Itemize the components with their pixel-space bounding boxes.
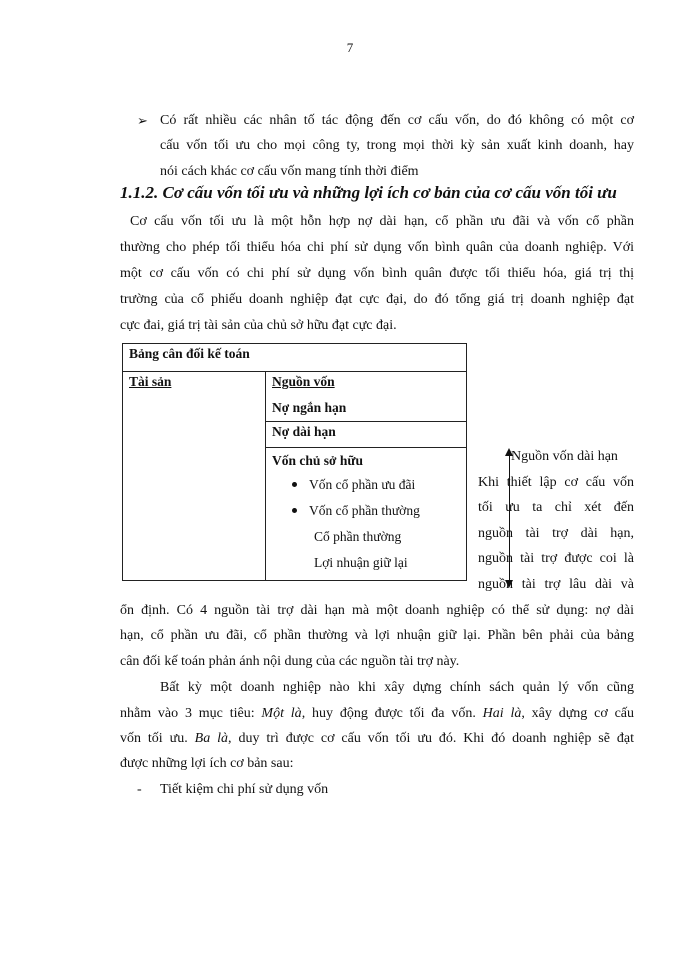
side-note-line-5: nguồn tài trợ lâu dài và bbox=[478, 577, 634, 592]
equity-cell bbox=[266, 448, 467, 581]
equity-bullet-2-label: Vốn cổ phần thường bbox=[309, 503, 420, 518]
assets-cell bbox=[123, 372, 266, 581]
dash-item: Tiết kiệm chi phí sử dụng vốn bbox=[160, 782, 329, 797]
dash-marker: - bbox=[137, 782, 142, 797]
side-note-line-2: tối ưu ta chỉ xét đến bbox=[478, 500, 634, 515]
balance-sheet-title: Bảng cân đối kế toán bbox=[123, 344, 467, 372]
equity-bullet-2 bbox=[272, 498, 460, 524]
paragraph2-line-3: cân đối kế toán phản ánh nội dung của các nguồn tài trợ này. bbox=[120, 654, 460, 669]
paragraph1-line-1: Cơ cấu vốn tối ưu là một hỗn hợp nợ dài hạn, cổ phần ưu đãi và vốn cổ phần bbox=[130, 214, 634, 229]
section-heading: 1.1.2. Cơ cấu vốn tối ưu và những lợi ích cơ bản của cơ cấu vốn tối ưu bbox=[120, 183, 617, 202]
paragraph1-line-3: một cơ cấu vốn có chi phí sử dụng vốn bình quân được tối thiểu hóa, giá trị thị bbox=[120, 266, 634, 281]
paragraph2-line-2: hạn, cổ phần ưu đãi, cổ phần thường và lợi nhuận giữ lại. Phần bên phải của bảng bbox=[120, 628, 634, 643]
equity-bullet-1-label: Vốn cổ phần ưu đãi bbox=[309, 477, 416, 492]
bullet-dot-icon bbox=[292, 508, 297, 513]
bullet-line-2: cấu vốn tối ưu cho mọi công ty, trong mọi thời kỳ sản xuất kinh doanh, hay bbox=[160, 138, 634, 153]
paragraph3-line-2: nhằm vào 3 mục tiêu: Một là, huy động được tối đa vốn. Hai là, xây dựng cơ cấu bbox=[120, 706, 634, 721]
paragraph1-line-5: cực đai, giá trị tài sản của chủ sở hữu đạt cực đại. bbox=[120, 318, 397, 333]
paragraph3-line-1: Bất kỳ một doanh nghiệp nào khi xây dựng chính sách quản lý vốn cũng bbox=[160, 680, 634, 695]
side-note-line-1: Khi thiết lập cơ cấu vốn bbox=[478, 475, 634, 490]
sources-header: Nguồn vốn bbox=[272, 374, 335, 389]
paragraph1-line-2: thường cho phép tối thiểu hóa chi phí sử dụng vốn bình quân của doanh nghiệp. Với bbox=[120, 240, 634, 255]
long-debt: Nợ dài hạn bbox=[266, 422, 467, 448]
paragraph2-line-1: ổn định. Có 4 nguồn tài trợ dài hạn mà một doanh nghiệp có thể sử dụng: nợ dài bbox=[120, 603, 634, 618]
short-debt: Nợ ngắn hạn bbox=[266, 398, 467, 422]
page-number: 7 bbox=[346, 40, 354, 55]
side-note-label: Nguồn vốn dài hạn bbox=[511, 449, 618, 464]
side-note-line-4: nguồn tài trợ được coi là bbox=[478, 551, 634, 566]
sources-header-cell bbox=[266, 372, 467, 398]
side-note-line-3: nguồn tài trợ dài hạn, bbox=[478, 526, 634, 541]
bullet-arrow-icon: ➢ bbox=[137, 113, 148, 128]
bullet-dot-icon bbox=[292, 482, 297, 487]
paragraph3-line-4: được những lợi ích cơ bản sau: bbox=[120, 756, 294, 771]
equity-header: Vốn chủ sở hữu bbox=[272, 453, 363, 468]
bullet-line-3: nói cách khác cơ cấu vốn mang tính thời điểm bbox=[160, 164, 419, 179]
paragraph3-line-3: vốn tối ưu. Ba là, duy trì được cơ cấu vốn tối ưu đó. Khi đó doanh nghiệp sẽ đạt bbox=[120, 731, 634, 746]
equity-bullet-1 bbox=[272, 472, 460, 498]
balance-sheet-table bbox=[122, 343, 467, 581]
bullet-line-1: Có rất nhiều các nhân tố tác động đến cơ cấu vốn, do đó không có một cơ bbox=[160, 113, 634, 128]
paragraph1-line-4: trường của cổ phiếu doanh nghiệp đạt cực đại, do đó tổng giá trị doanh nghiệp đạt bbox=[120, 292, 634, 307]
equity-sub-2: Lợi nhuận giữ lại bbox=[314, 555, 408, 570]
equity-sub-1: Cổ phần thường bbox=[314, 529, 402, 544]
assets-header: Tài sản bbox=[129, 374, 172, 389]
